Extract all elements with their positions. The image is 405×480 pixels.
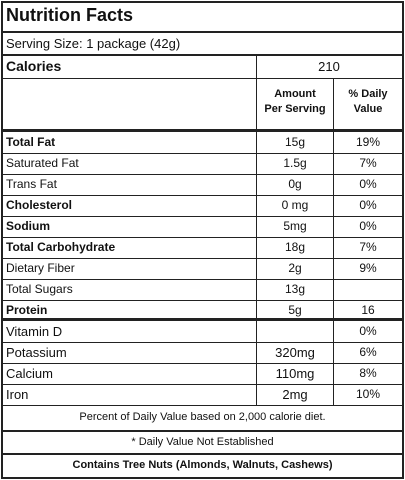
nutrient-row-cholesterol <box>3 195 402 217</box>
amount-header-line-2: Per Serving <box>264 103 326 115</box>
nutrient-name: Sodium <box>6 219 50 233</box>
nutrient-amount: 1.5g <box>256 153 334 174</box>
vitamin-row-vitamin-d <box>3 321 402 343</box>
title-row <box>3 3 402 33</box>
nutrient-amount: 2g <box>256 258 334 279</box>
calories-row <box>3 56 402 79</box>
vitamin-name: Vitamin D <box>6 324 63 339</box>
vitamin-daily-value: 0% <box>359 324 377 338</box>
nutrient-name: Saturated Fat <box>6 156 79 170</box>
nutrient-daily-value: 19% <box>355 135 381 149</box>
vitamin-name: Iron <box>6 387 29 402</box>
nutrient-daily-value: 0% <box>359 219 377 233</box>
nutrient-row-protein <box>3 300 402 322</box>
vitamin-name: Potassium <box>6 345 67 360</box>
vitamin-amount <box>256 321 334 342</box>
daily-value-header <box>334 79 402 129</box>
amount-header-line-1: Amount <box>274 88 316 100</box>
macronutrient-block <box>3 132 402 321</box>
nutrient-amount: 5mg <box>256 216 334 237</box>
vitamin-row-calcium <box>3 363 402 385</box>
nutrient-daily-value: 0% <box>359 177 377 191</box>
serving-size-row <box>3 33 402 56</box>
nutrient-row-dietary-fiber <box>3 258 402 280</box>
amount-per-serving-header <box>256 79 334 129</box>
vitamin-row-potassium <box>3 342 402 364</box>
calories-label: Calories <box>6 58 62 74</box>
nutrient-name: Total Carbohydrate <box>6 240 116 254</box>
nutrient-row-total-sugars <box>3 279 402 301</box>
vitamin-amount: 110mg <box>256 363 334 384</box>
nutrient-daily-value <box>334 279 402 300</box>
label-title: Nutrition Facts <box>6 5 134 25</box>
vitamin-name: Calcium <box>6 366 53 381</box>
nutrient-daily-value: 7% <box>359 156 377 170</box>
vitamin-amount: 2mg <box>256 384 334 405</box>
nutrient-name: Total Fat <box>6 135 56 149</box>
nutrient-amount: 0 mg <box>256 195 334 216</box>
nutrient-amount: 13g <box>256 279 334 300</box>
nutrient-daily-value: 9% <box>359 261 377 275</box>
nutrient-daily-value: 16 <box>361 303 375 317</box>
serving-size-text: Serving Size: 1 package (42g) <box>6 36 181 51</box>
nutrient-amount: 18g <box>256 237 334 258</box>
allergen-statement: Contains Tree Nuts (Almonds, Walnuts, Cashews) <box>72 459 333 471</box>
nutrient-row-trans-fat <box>3 174 402 196</box>
nutrient-row-total-fat <box>3 132 402 154</box>
column-header-row <box>3 79 402 132</box>
vitamin-amount: 320mg <box>256 342 334 363</box>
vitamin-daily-value: 6% <box>359 345 377 359</box>
nutrient-name: Protein <box>6 303 48 317</box>
daily-header-line-1: % Daily <box>348 88 388 100</box>
nutrient-amount: 15g <box>256 132 334 153</box>
nutrient-row-sodium <box>3 216 402 238</box>
nutrition-facts-label <box>1 1 404 479</box>
not-established-note: * Daily Value Not Established <box>3 432 402 455</box>
nutrient-name: Trans Fat <box>6 177 57 191</box>
nutrient-amount: 0g <box>256 174 334 195</box>
calories-value: 210 <box>256 56 401 79</box>
nutrient-name: Total Sugars <box>6 282 73 296</box>
vitamin-mineral-block <box>3 321 402 405</box>
nutrient-name: Dietary Fiber <box>6 261 75 275</box>
vitamin-daily-value: 8% <box>359 366 377 380</box>
vitamin-row-iron <box>3 384 402 406</box>
nutrient-row-total-carbohydrate <box>3 237 402 259</box>
nutrient-daily-value: 7% <box>359 240 377 254</box>
nutrient-row-saturated-fat <box>3 153 402 175</box>
nutrient-name: Cholesterol <box>6 198 73 212</box>
vitamin-daily-value: 10% <box>355 387 381 401</box>
daily-value-basis-note: Percent of Daily Value based on 2,000 calorie diet. <box>3 405 402 432</box>
nutrient-daily-value: 0% <box>359 198 377 212</box>
nutrient-amount: 5g <box>256 300 334 321</box>
daily-header-line-2: Value <box>353 103 383 115</box>
